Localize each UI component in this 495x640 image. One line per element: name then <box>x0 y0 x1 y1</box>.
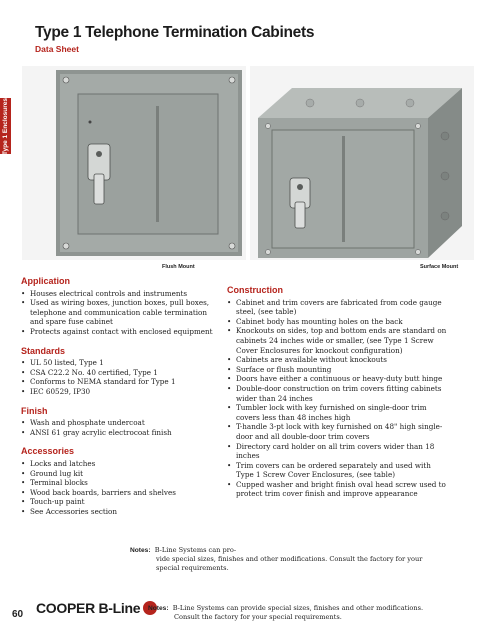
page-number: 60 <box>12 609 24 620</box>
surface-mount-photo <box>250 66 474 260</box>
list-item: • Double-door construction on trim covers fitting cabinets wider than 24 inches <box>227 384 447 403</box>
accessories-list <box>21 459 216 517</box>
section-heading: Construction <box>227 285 283 295</box>
list-item: • Knockouts on sides, top and bottom ends are standard on cabinets 24 inches wide or smaller, (see Type 1 Screw Cover Enclosures for knockout configuration) <box>227 326 447 355</box>
standards-list <box>21 358 216 396</box>
list-item: • Surface or flush mounting <box>227 365 447 375</box>
application-list <box>21 289 216 337</box>
section-heading: Finish <box>21 405 48 416</box>
list-item: • Wash and phosphate undercoat <box>21 418 216 428</box>
list-item: • Tumbler lock with key furnished on single-door trim covers less than 48 inches high <box>227 403 447 422</box>
flush-mount-caption: Flush Mount <box>162 264 195 270</box>
finish-list <box>21 418 216 437</box>
list-item: • Wood back boards, barriers and shelves <box>21 488 216 498</box>
section-heading: Standards <box>21 345 66 356</box>
list-item: • See Accessories section <box>21 507 216 517</box>
list-item: • Locks and latches <box>21 459 216 469</box>
list-item: • Cabinet and trim covers are fabricated from code gauge steel, (see table) <box>227 298 447 317</box>
side-tab <box>0 98 11 154</box>
list-item: • CSA C22.2 No. 40 certified, Type 1 <box>21 368 216 378</box>
construction-list <box>227 298 447 499</box>
notes-text-line2: vide special sizes, finishes and other modifications. Consult the factory for your special requirements. <box>156 555 423 572</box>
list-item: • Terminal blocks <box>21 478 216 488</box>
left-column <box>21 277 216 526</box>
right-column <box>227 286 447 509</box>
flush-mount-photo <box>22 66 246 260</box>
notes-footer <box>148 604 448 622</box>
list-item: • T-handle 3-pt lock with key furnished on 48" high single-door and all double-door trim covers <box>227 422 447 441</box>
section-heading: Application <box>21 276 70 286</box>
list-item: • Protects against contact with enclosed equipment <box>21 327 216 337</box>
list-item: • Conforms to NEMA standard for Type 1 <box>21 377 216 387</box>
list-item: • Ground lug kit <box>21 469 216 479</box>
list-item: • IEC 60529, IP30 <box>21 387 216 397</box>
list-item: • Cupped washer and bright finish oval head screw used to protect trim cover finish and improve appearance <box>227 480 447 499</box>
footer-notes-line1: B-Line Systems can provide special sizes, finishes and other modifications. <box>172 604 424 612</box>
list-item: • Doors have either a continuous or heavy-duty butt hinge <box>227 374 447 384</box>
logo-text: COOPER B-Line <box>36 600 141 616</box>
list-item: • UL 50 listed, Type 1 <box>21 358 216 368</box>
surface-mount-caption: Surface Mount <box>420 264 459 270</box>
list-item: • Cabinet body has mounting holes on the back <box>227 317 447 327</box>
notes-label: Notes: <box>130 547 151 554</box>
section-heading: Accessories <box>21 446 75 457</box>
list-item: • Used as wiring boxes, junction boxes, pull boxes, telephone and communication cable termination and spare fuse cabinet <box>21 298 216 327</box>
list-item: • ANSI 61 gray acrylic electrocoat finish <box>21 428 216 438</box>
notes-text-line1: B-Line Systems can pro- <box>154 546 237 554</box>
surface-mount-cabinet-illustration <box>250 66 474 260</box>
cooper-bline-logo <box>36 600 157 616</box>
list-item: • Touch-up paint <box>21 497 216 507</box>
page-title: Type 1 Telephone Termination Cabinets <box>35 24 315 41</box>
footer-notes-line2: Consult the factory for your special requirements. <box>174 613 342 621</box>
flush-mount-cabinet-illustration <box>22 66 246 260</box>
list-item: • Trim covers can be ordered separately and used with Type 1 Screw Cover Enclosures, (see table) <box>227 461 447 480</box>
notes-middle <box>130 546 440 573</box>
page-subtitle: Data Sheet <box>35 44 79 54</box>
side-tab-label: Type 1 Enclosures <box>2 97 9 155</box>
list-item: • Houses electrical controls and instruments <box>21 289 216 299</box>
list-item: • Cabinets are available without knockouts <box>227 355 447 365</box>
list-item: • Directory card holder on all trim covers wider than 18 inches <box>227 442 447 461</box>
footer-notes-label: Notes: <box>148 605 169 612</box>
